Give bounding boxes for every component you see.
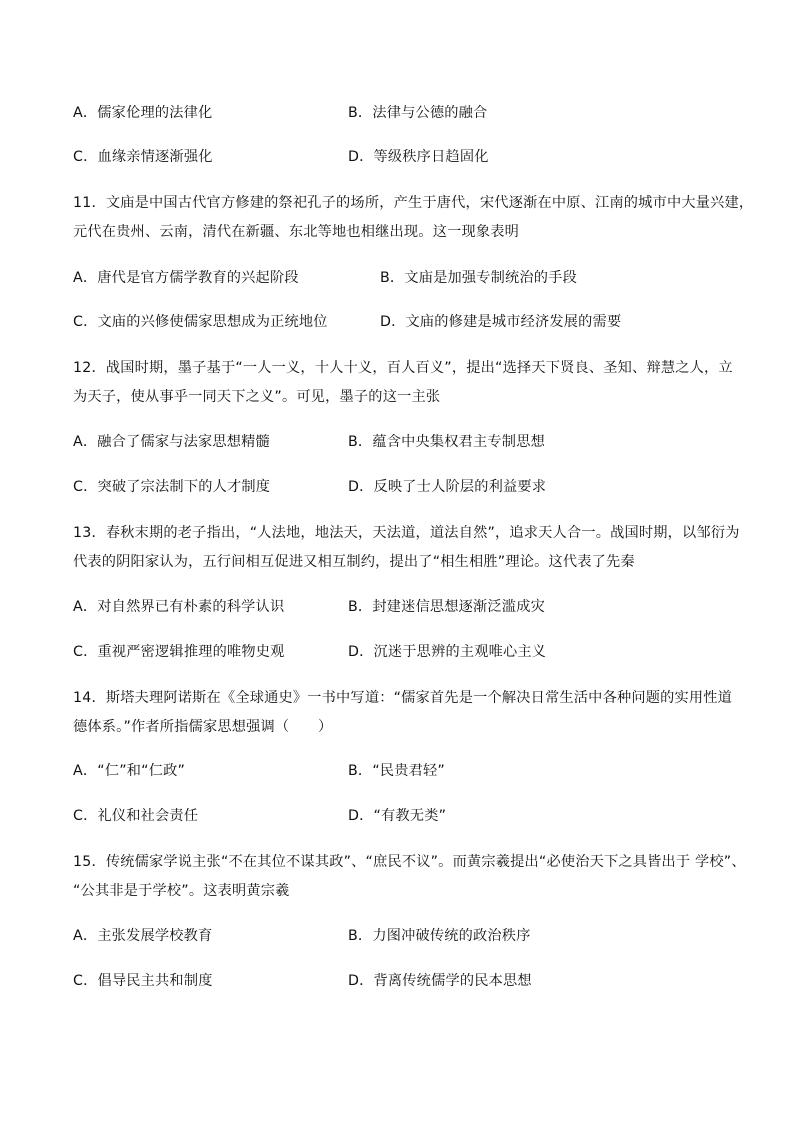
q10-option-b: B．法律与公德的融合	[348, 105, 488, 121]
q10-option-a: A．儒家伦理的法律化	[73, 105, 213, 121]
q12-option-c: C．突破了宗法制下的人才制度	[73, 479, 271, 495]
q15-option-c: C．倡导民主共和制度	[73, 973, 213, 989]
q11-stem-line2: 元代在贵州、云南，清代在新疆、东北等地也相继出现。这一现象表明	[73, 224, 520, 240]
q13-option-a: A．对自然界已有朴素的科学认识	[73, 599, 285, 615]
q12-option-a: A．融合了儒家与法家思想精髓	[73, 434, 270, 450]
q10-option-c: C．血缘亲情逐渐强化	[73, 149, 213, 165]
q15-option-b: B．力图冲破传统的政治秩序	[348, 928, 531, 944]
q14-option-a: A．“仁”和“仁政”	[73, 763, 186, 779]
q11-option-c: C．文庙的兴修使儒家思想成为正统地位	[73, 314, 328, 330]
q13-stem-line2: 代表的阴阳家认为，五行间相互促进又相互制约，提出了“相生相胜”理论。这代表了先秦	[73, 554, 635, 570]
q11-stem-line1: 11．文庙是中国古代官方修建的祭祀孔子的场所，产生于唐代，宋代逐渐在中原、江南的城市中大量兴建，	[73, 195, 754, 211]
q14-option-d: D．“有教无类”	[348, 808, 447, 824]
q14-stem-line2: 德体系。”作者所指儒家思想强调（ ）	[73, 719, 333, 735]
q12-option-d: D．反映了士人阶层的利益要求	[348, 479, 547, 495]
q13-option-b: B．封建迷信思想逐渐泛滥成灾	[348, 599, 545, 615]
q11-option-d: D．文庙的修建是城市经济发展的需要	[380, 314, 622, 330]
q11-option-a: A．唐代是官方儒学教育的兴起阶段	[73, 270, 299, 286]
q13-option-c: C．重视严密逻辑推理的唯物史观	[73, 644, 285, 660]
q10-option-d: D．等级秩序日趋固化	[348, 149, 489, 165]
q15-option-d: D．背离传统儒学的民本思想	[348, 973, 532, 989]
q12-stem-line1: 12．战国时期，墨子基于“一人一义，十人十义，百人百义”，提出“选择天下贤良、圣知、辩慧之人，立	[73, 360, 733, 376]
q15-stem-line2: “公其非是于学校”。这表明黄宗羲	[73, 883, 290, 899]
q13-stem-line1: 13．春秋末期的老子指出，“人法地，地法天，天法道，道法自然”，追求天人合一。战国时期，以邹衍为	[73, 525, 740, 541]
q14-option-b: B．“民贵君轻”	[348, 763, 445, 779]
q12-stem-line2: 为天子，使从事乎一同天下之义”。可见，墨子的这一主张	[73, 389, 441, 405]
q15-option-a: A．主张发展学校教育	[73, 928, 213, 944]
q14-option-c: C．礼仪和社会责任	[73, 808, 199, 824]
q11-option-b: B．文庙是加强专制统治的手段	[380, 270, 577, 286]
q14-stem-line1: 14．斯塔夫理阿诺斯在《全球通史》一书中写道：“儒家首先是一个解决日常生活中各种问题的实用性道	[73, 690, 733, 706]
q13-option-d: D．沉迷于思辨的主观唯心主义	[348, 644, 547, 660]
q15-stem-line1: 15．传统儒家学说主张“不在其位不谋其政”、“庶民不议”。而黄宗羲提出“必使治天下之具皆出于 学校”、	[73, 854, 746, 870]
q12-option-b: B．蕴含中央集权君主专制思想	[348, 434, 545, 450]
